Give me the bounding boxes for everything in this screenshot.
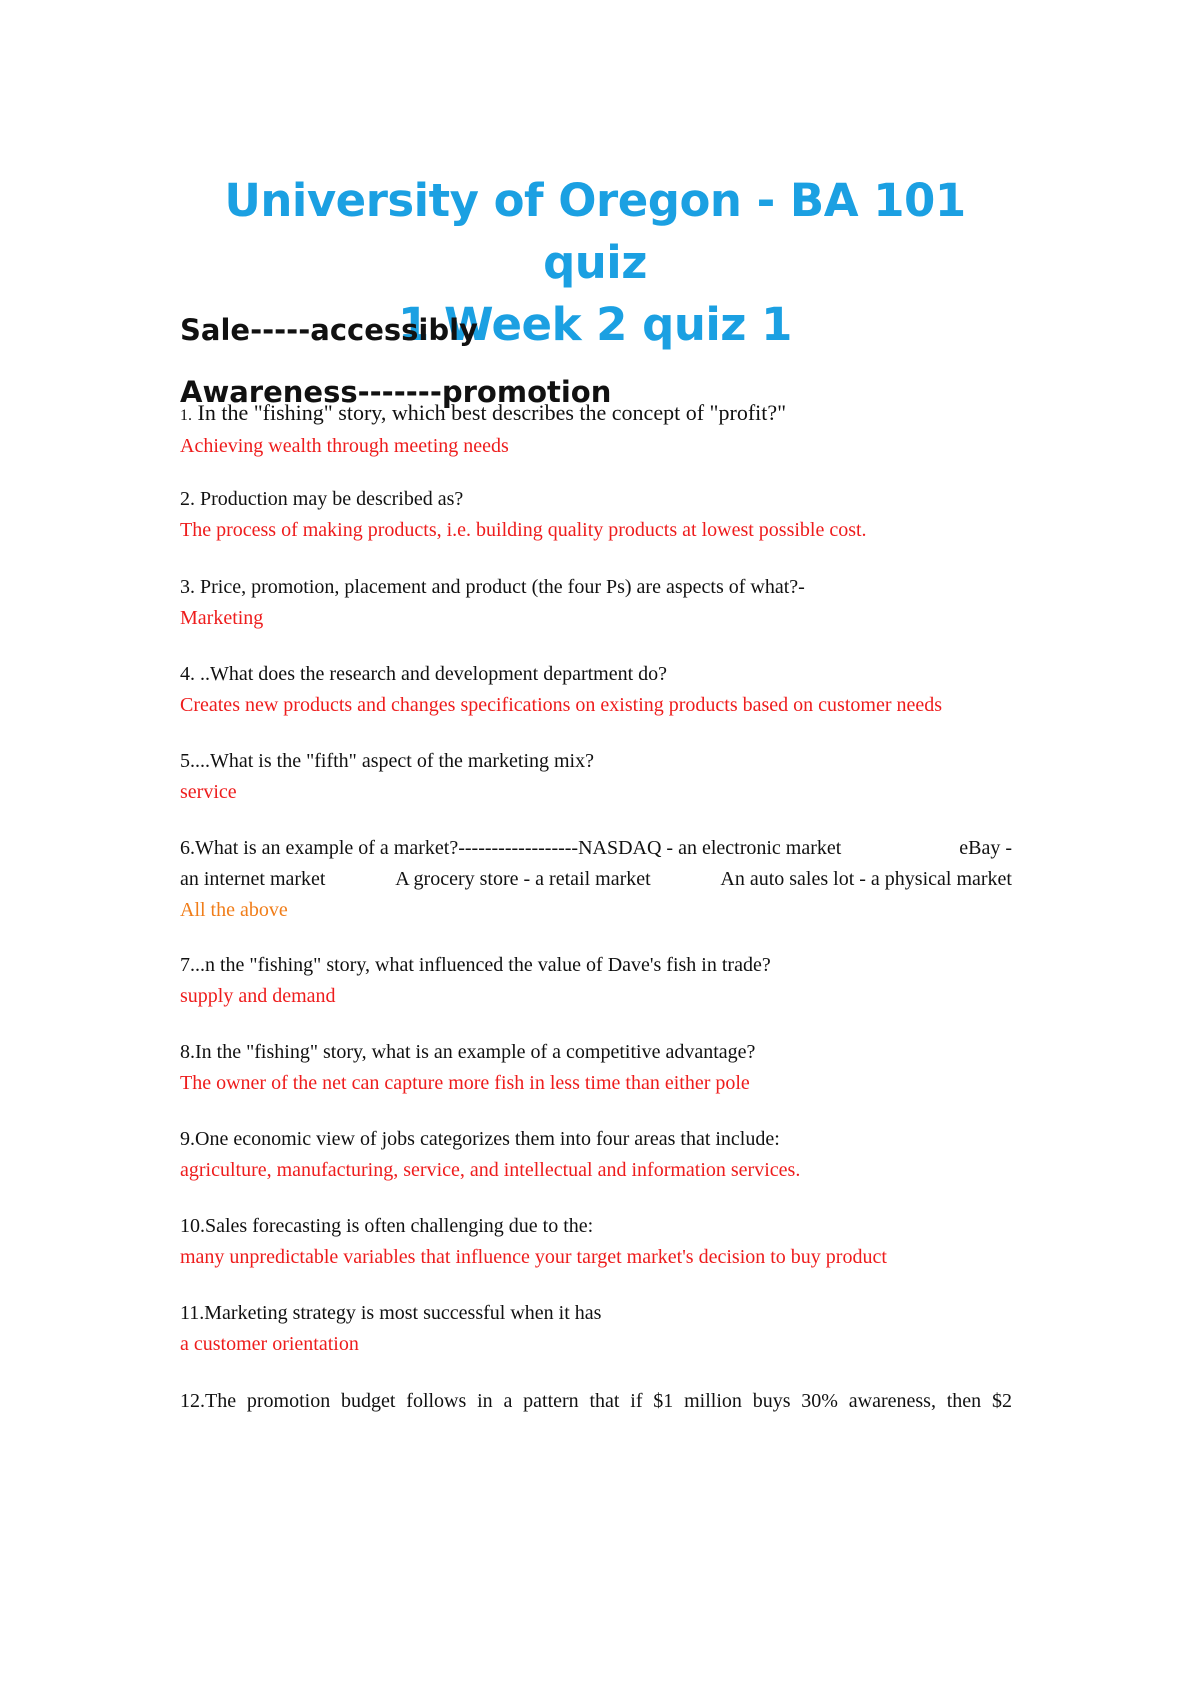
title-line-1: University of Oregon - BA 101 quiz — [224, 174, 966, 289]
answer-text: a customer orientation — [180, 1333, 359, 1355]
question-text-part: An auto sales lot - a physical market — [720, 868, 1012, 890]
answer-text: The owner of the net can capture more fish in less time than either pole — [180, 1072, 750, 1094]
answer-text: Achieving wealth through meeting needs — [180, 435, 509, 457]
question-text: 8.In the "fishing" story, what is an example of a competitive advantage? — [180, 1041, 756, 1063]
question-text: 3. Price, promotion, placement and product (the four Ps) are aspects of what?- — [180, 576, 805, 598]
heading-sale: Sale-----accessibly — [180, 313, 478, 347]
answer-text: agriculture, manufacturing, service, and intellectual and information services. — [180, 1159, 801, 1181]
question-block-3 — [180, 572, 1012, 634]
answer-text: service — [180, 781, 237, 803]
question-block-11 — [180, 1298, 1012, 1360]
question-text-part: an internet market — [180, 868, 326, 890]
question-text-line-1 — [180, 833, 1012, 864]
question-block-4 — [180, 659, 1012, 721]
answer-text: many unpredictable variables that influence your target market's decision to buy product — [180, 1246, 887, 1268]
question-block-12 — [180, 1386, 1012, 1417]
question-number: 1. — [180, 407, 192, 424]
question-text: 12.The promotion budget follows in a pattern that if $1 million buys 30% awareness, then $2 — [180, 1390, 1012, 1412]
title-line-2: 1 Week 2 quiz 1 — [398, 298, 792, 351]
question-text-part: A grocery store - a retail market — [395, 868, 651, 890]
question-text: 4. ..What does the research and development department do? — [180, 663, 668, 685]
answer-text: The process of making products, i.e. building quality products at lowest possible cost. — [180, 519, 867, 541]
question-text: 7...n the "fishing" story, what influenced the value of Dave's fish in trade? — [180, 954, 771, 976]
answer-text: Marketing — [180, 607, 264, 629]
question-text: 10.Sales forecasting is often challenging due to the: — [180, 1215, 594, 1237]
question-body: In the "fishing" story, which best describes the concept of "profit?" — [192, 400, 787, 425]
question-text: 5....What is the "fifth" aspect of the marketing mix? — [180, 750, 594, 772]
question-text: 2. Production may be described as? — [180, 488, 464, 510]
question-text-part: 6.What is an example of a market?------------------NASDAQ - an electronic market — [180, 837, 842, 859]
question-block-2 — [180, 484, 1012, 546]
answer-text: Creates new products and changes specifications on existing products based on customer needs — [180, 694, 943, 716]
question-block-1 — [180, 397, 1012, 462]
question-block-9 — [180, 1124, 1012, 1186]
question-block-6 — [180, 833, 1012, 926]
question-text — [180, 397, 1012, 431]
question-block-5 — [180, 746, 1012, 808]
answer-text: All the above — [180, 899, 288, 921]
heading-awareness: Awareness-------promotion — [180, 375, 612, 409]
question-block-8 — [180, 1037, 1012, 1099]
question-text: 11.Marketing strategy is most successful when it has — [180, 1302, 602, 1324]
answer-text: supply and demand — [180, 985, 336, 1007]
question-block-10 — [180, 1211, 1012, 1273]
question-text: 9.One economic view of jobs categorizes them into four areas that include: — [180, 1128, 780, 1150]
question-block-7 — [180, 950, 1012, 1012]
question-text-part: eBay - — [959, 837, 1012, 859]
question-text-line-2 — [180, 864, 1012, 895]
